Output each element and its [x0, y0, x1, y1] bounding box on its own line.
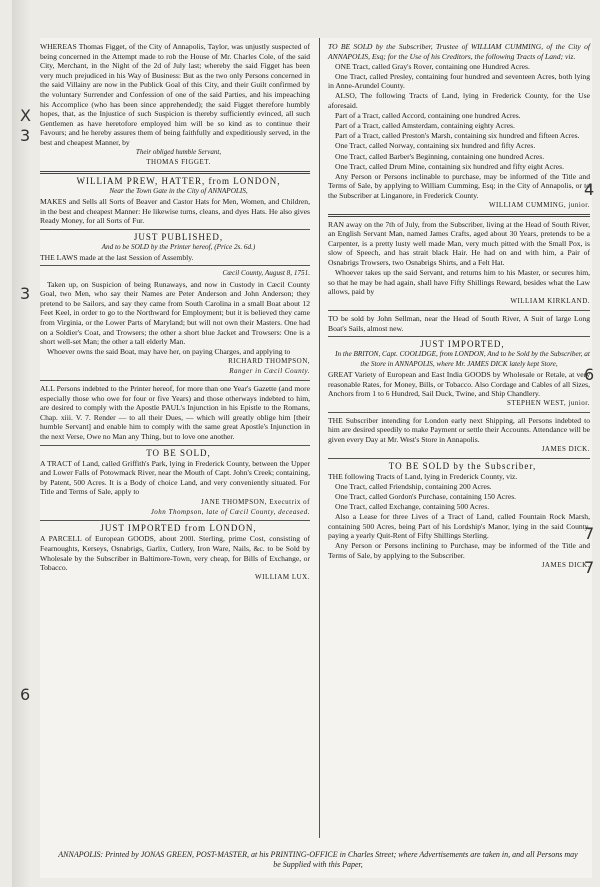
dick-signature: JAMES DICK.: [541, 445, 590, 454]
margin-note: 6: [584, 365, 595, 384]
kirkland-text: RAN away on the 7th of July, from the Subscriber, living at the Head of South River, an English Servant Man, named James Crafts, aged about 30 Years, pretends to be a Carpenter, is a pretty lusty well made Man, very much pitted with the Small Pox, is slow of Speech, and has strait black Hair. He had on and with him, a Pair of Osnabrigs Trowsers, two Osnabrigs Shirts, and a Felt Hat.: [328, 219, 590, 267]
runaways-signature: RICHARD THOMPSON,: [228, 357, 310, 366]
cumming-item: Part of a Tract, called Accord, containing one hundred Acres.: [335, 111, 521, 121]
cumming-item: ONE Tract, called Gray's Rover, containing one Hundred Acres.: [335, 61, 530, 71]
dick-ad: [328, 416, 590, 455]
left-column: [40, 38, 310, 583]
cumming-item: One Tract, called Barber's Beginning, containing one hundred Acres.: [335, 151, 545, 161]
dick-land-item: Any Person or Persons inclining to Purchase, may be informed of the Title and Terms of Sale, by applying to the Subscriber.: [328, 541, 590, 560]
kirkland-ad: [328, 220, 590, 307]
divider: [40, 171, 310, 174]
dick-text: THE Subscriber intending for London early next Shipping, all Persons indebted to him are desired speedily to make Payment or settle their Accounts. Attendance will be given every Day at Mr. West's Store in Annapolis.: [328, 415, 590, 444]
west-signature: STEPHEN WEST, junior.: [507, 399, 590, 408]
dick-land-item: One Tract, called Exchange, containing 500 Acres.: [335, 502, 490, 512]
dick-land-item: One Tract, called Gordon's Purchase, containing 150 Acres.: [335, 491, 517, 501]
cumming-item: One Tract, called Presley, containing four hundred and seventeen Acres, both lying in Anne-Arundel County.: [328, 71, 590, 91]
dick-land-item: THE following Tracts of Land, lying in Frederick County, viz.: [328, 471, 518, 481]
west-text: GREAT Variety of European and East India GOODS by Wholesale or Retale, at very reasonable Rates, for Money, Bills, or Tobacco. Also Cordage and Cables of all Sizes, Anchors from 1 to 6 Hundred, Sail Duck, Twine, and Ship Chandlery.: [328, 369, 590, 399]
dick-land-item: Also a Lease for three Lives of a Tract of Land, called Fountain Rock Marsh, containing 500 Acres, being Part of his Lordship's Manor, lying in the said County, paying a yearly Quit-Rent of Fifty Shillings Sterling.: [328, 512, 590, 541]
lux-text: A PARCELL of European GOODS, about 200l. Sterling, prime Cost, consisting of Fearnoughts, Kerseys, Osnabrigs, Garlix, Cutlery, Iron Ware, Nails, &c. to be Sold by Wholesale by the Subscriber in Baltimore-Town, very cheap, for Bills of Exchange, or Tobacco.: [40, 534, 310, 573]
margin-note: 6: [20, 685, 31, 704]
runaways-text2: Whoever owns the said Boat, may have her, on paying Charges, and applying to: [47, 347, 291, 357]
prew-subtitle: Near the Town Gate in the City of ANNAPOLIS,: [109, 186, 248, 195]
printer-text: ALL Persons indebted to the Printer hereof, for more than one Year's Gazette (and more especially those who owe for four or five Years) and those otherways indebted to him, are desired to comply with the Apostle PAUL's Injunction in his Epistle to the Romans, Chap. xiii. V. 7. Render — to all their Dues, — which will greatly oblige him [their humble Servant] and enable him to comply with the same great Apostle's Injunction in the next Verse, Owe no Man any Thing, but to love one another.: [40, 384, 310, 441]
cumming-signature: WILLIAM CUMMING, junior.: [488, 201, 590, 209]
griffith-sig2: John Thompson, late of Cæcil County, deceased.: [150, 507, 310, 516]
figget-ad: [40, 42, 310, 168]
lux-title: JUST IMPORTED from LONDON,: [100, 523, 257, 534]
laws-text: THE LAWS made at the last Session of Assembly.: [40, 252, 194, 262]
margin-note: 4: [584, 180, 595, 199]
cumming-item: ALSO, The following Tracts of Land, lying in Frederick County, for the Use aforesaid.: [328, 91, 590, 111]
column-rule: [319, 38, 320, 838]
imprint-line: ANNAPOLIS: Printed by JONAS GREEN, POST-MASTER, at his PRINTING-OFFICE in Charles Street; where Advertisements are taken in, and all Persons may be Supplied with this Paper,: [58, 850, 578, 869]
cumming-item: One Tract, called Drum Mine, containing six hundred and fifty eight Acres.: [335, 161, 565, 171]
printer-ad: [40, 384, 310, 442]
sellman-ad: [328, 314, 590, 333]
divider: [328, 336, 590, 337]
divider: [40, 265, 310, 266]
cumming-item: One Tract, called Norway, containing six hundred and fifty Acres.: [335, 141, 536, 151]
divider: [328, 458, 590, 459]
cumming-item: Any Person or Persons inclinable to purchase, may be informed of the Title and Terms of Sale, by applying to William Cumming, Esq; in the City of Annapolis, or to the Subscriber at Linganore, in Frederick County.: [328, 171, 590, 200]
cumming-title: TO BE SOLD by the Subscriber, Trustee of WILLIAM CUMMING, of the City of ANNAPOLIS, Esq; for the Use of his Creditors, the following Tracts of Land; viz.: [328, 42, 590, 61]
sellman-text: TO be sold by John Sellman, near the Head of South River, A Suit of large Long Boat's Sails, almost new.: [328, 313, 590, 333]
newspaper-page: [40, 38, 595, 878]
kirkland-text2: Whoever takes up the said Servant, and returns him to his Master, or secures him, so that he may be had again, shall have Fifty Shillings Reward, besides what the Law allows, paid by: [328, 268, 590, 297]
west-subtitle: In the BRITON, Capt. COOLIDGE, from LONDON, And to be Sold by the Subscriber, at the Store in ANNAPOLIS, where Mr. JAMES DICK lately kept Store,: [335, 350, 590, 368]
figget-text: WHEREAS Thomas Figget, of the City of Annapolis, Taylor, was unjustly suspected of being concerned in the Attempt made to rob the House of Mr. Charles Cole, of the said City, Merchant, in the Night of the 2d of July last; whereby the said Figget has been very much prejudiced in his Way of Business: But as the two only Persons concerned in the said Villainy are now in the Publick Goal of this City, and their Guilt confirmed by the voluntary Surrender and Confession of one of the said Parties, and his impeaching his Accomplice (who has been since apprehended); the said Figget therefore humbly hopes, that, as the Injustice of such Suspicion is thereby sufficiently evinced, all such Gentlemen as have heretofore employed him will be so kind as to continue their Favours; and he hereby assures them of being faithfully and expeditiously served, in the best and cheapest Manner, by: [40, 42, 310, 147]
divider: [40, 380, 310, 381]
margin-note: 3: [20, 126, 31, 145]
dick-land-ad: [328, 462, 590, 571]
laws-subtitle: And to be SOLD by the Printer hereof, (Price 2s. 6d.): [101, 242, 256, 251]
cumming-item: Part of a Tract, called Preston's Marsh, containing six hundred and fifteen Acres.: [335, 131, 580, 141]
lux-signature: WILLIAM LUX.: [255, 573, 310, 582]
divider: [328, 310, 590, 311]
laws-title: JUST PUBLISHED,: [133, 231, 224, 242]
griffith-title: TO BE SOLD,: [146, 447, 211, 458]
figget-signature: THOMAS FIGGET.: [146, 158, 211, 167]
west-ad: [328, 340, 590, 409]
divider: [40, 229, 310, 230]
lux-ad: [40, 524, 310, 583]
dick-land-item: One Tract, called Friendship, containing 200 Acres.: [335, 481, 492, 491]
laws-ad: [40, 233, 310, 263]
prew-text: MAKES and Sells all Sorts of Beaver and Castor Hats for Men, Women, and Children, in the best and cheapest Manner: He likewise turns, cleans, and dyes Hats. He also gives Ready Money, for all Sorts of Fur.: [40, 196, 310, 226]
divider: [40, 520, 310, 521]
runaways-ad: [40, 269, 310, 377]
margin-note: 3: [20, 284, 31, 303]
margin-note: 7: [584, 558, 595, 577]
divider: [40, 445, 310, 446]
griffith-signature: JANE THOMPSON, Executrix of: [200, 497, 310, 506]
divider: [328, 214, 590, 217]
right-column: [328, 38, 590, 571]
margin-note: X: [20, 106, 31, 125]
runaways-text: Taken up, on Suspicion of being Runaways, and now in Custody in Cæcil County Goal, two Men, who say their Names are Peter Anderson and John Anderson; they pretend to be Sailors, and say they came from South Carolina in a small Boat about 12 Feet Keel, in order to go to the Northward for Employment; but it is believed they came from Virginia, or the Lower Parts of Maryland; but will not own their Masters. One had on a Soldier's Coat, and Trowsers; the other a short blue Jacket and Trowsers: One is a short well-set Man; the other a tall elderly Man.: [40, 279, 310, 347]
figget-closing: Their obliged humble Servant,: [135, 148, 222, 157]
margin-note: 7: [584, 524, 595, 543]
prew-title: WILLIAM PREW, HATTER, from LONDON,: [76, 175, 281, 186]
runaways-dateline: Cæcil County, August 8, 1751.: [222, 269, 310, 278]
prew-ad: [40, 177, 310, 226]
west-title: JUST IMPORTED,: [420, 339, 505, 350]
runaways-title: Ranger in Cæcil County.: [229, 367, 310, 376]
divider: [328, 412, 590, 413]
griffith-text: A TRACT of Land, called Griffith's Park, lying in Frederick County, between the Upper and Lower Falls of Potowmack River, near the Mouth of Capt. John's Creek; containing, by Patent, 500 Acres. It is a Body of choice Land, and very conveniently situated. For Title and Terms of Sale, apply to: [40, 458, 310, 497]
cumming-item: Part of a Tract, called Amsterdam, containing eighty Acres.: [335, 121, 515, 131]
griffith-ad: [40, 449, 310, 518]
dick-land-signature: JAMES DICK.: [541, 561, 590, 570]
dick-land-title: TO BE SOLD by the Subscriber,: [388, 460, 537, 471]
cumming-ad: [328, 42, 590, 211]
kirkland-signature: WILLIAM KIRKLAND.: [510, 297, 590, 306]
